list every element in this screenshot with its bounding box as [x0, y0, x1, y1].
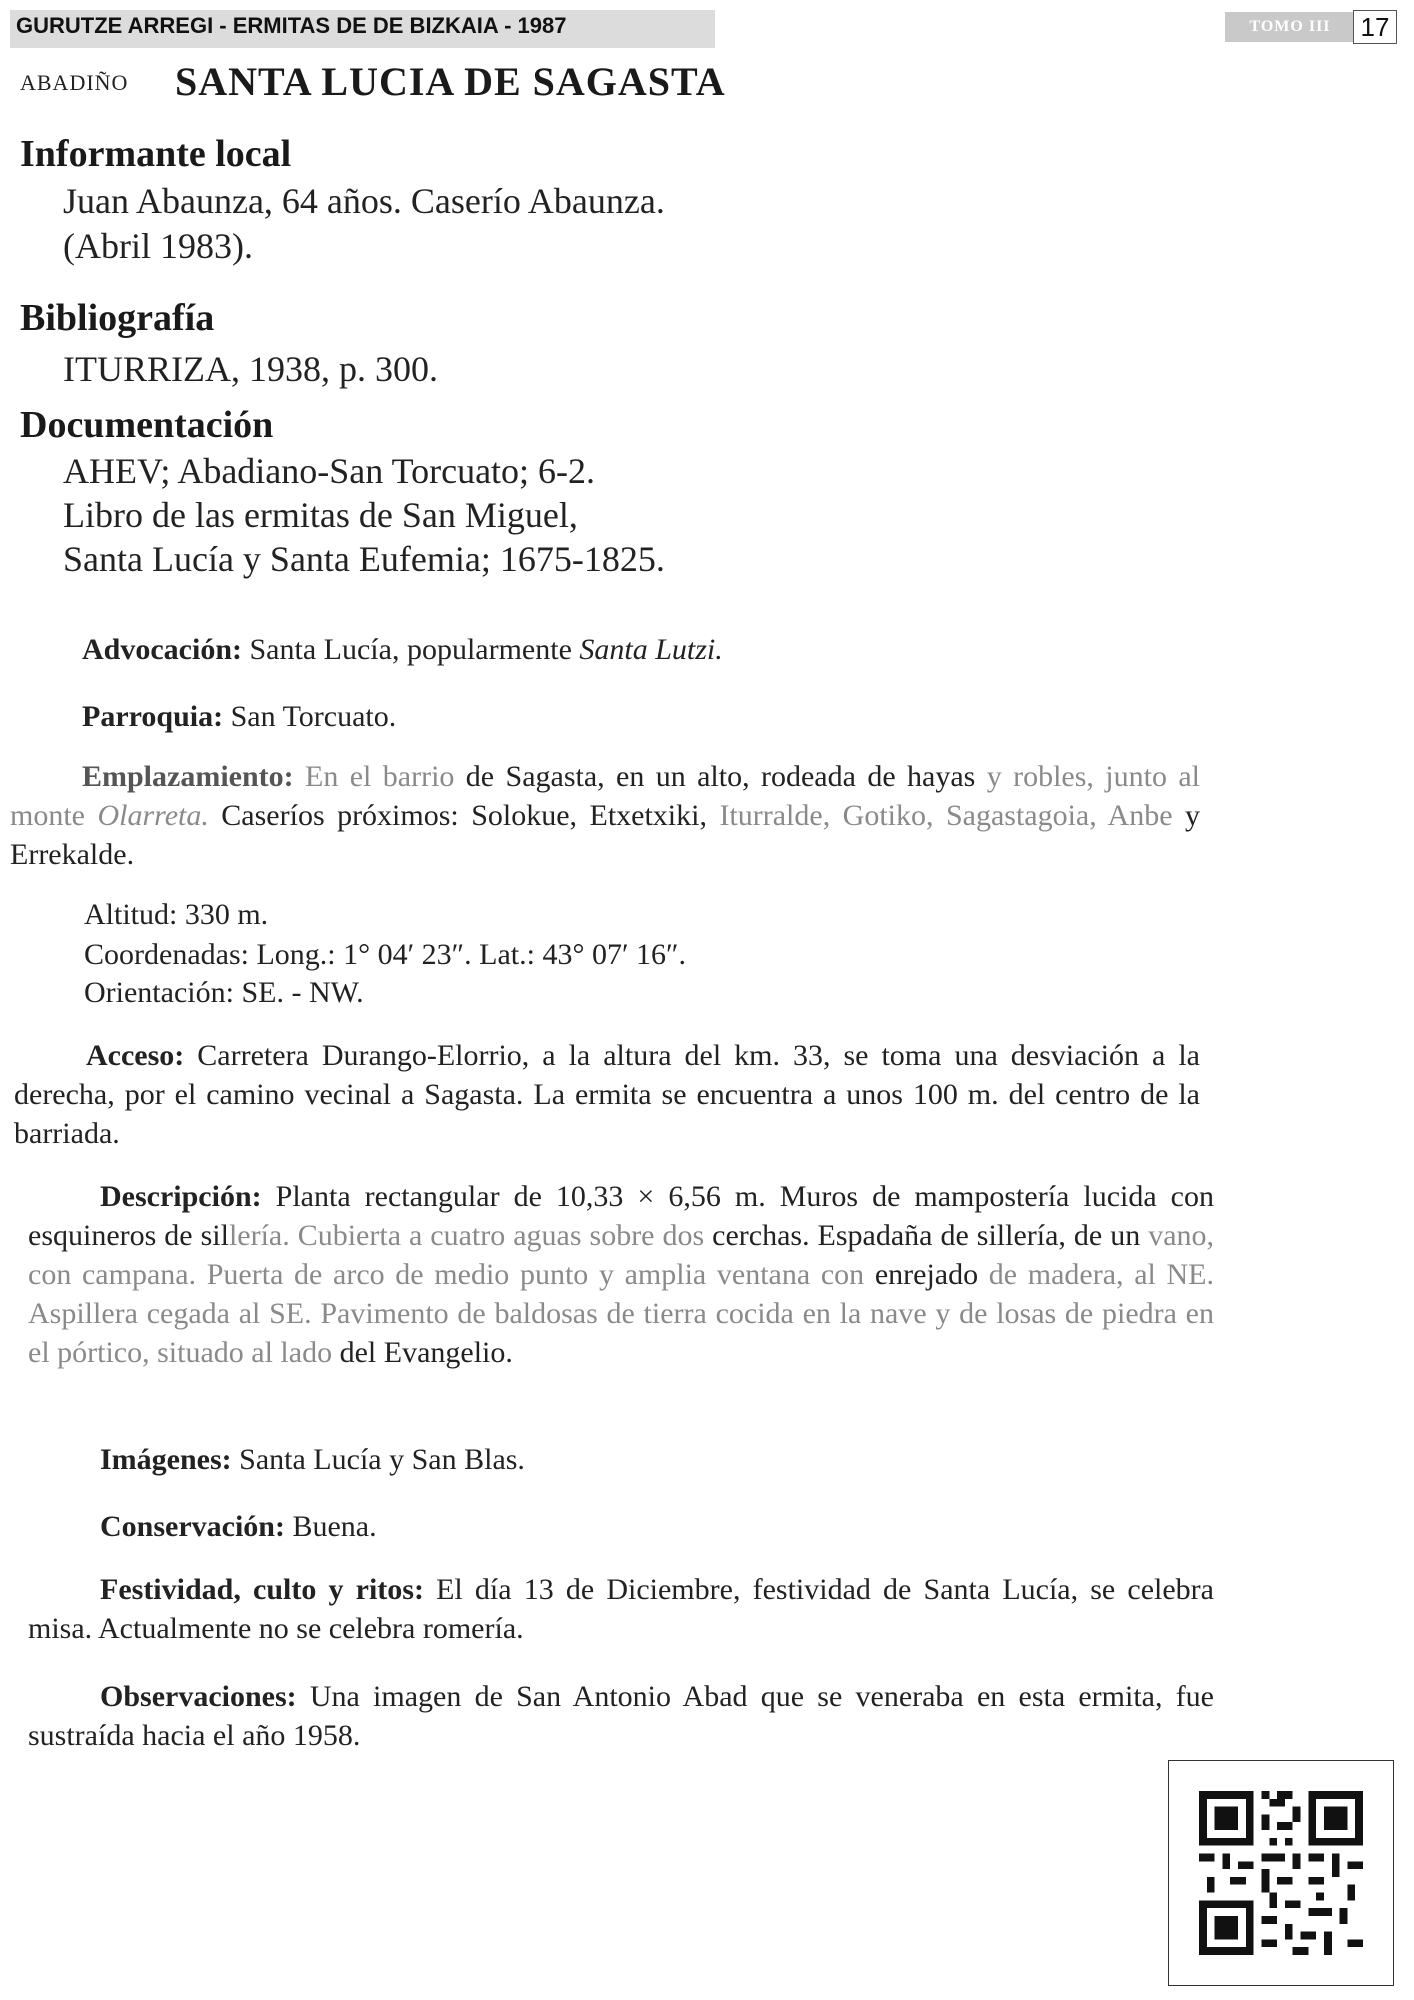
emplazamiento-faded: y robles, junto al monte — [10, 760, 1201, 832]
documentacion-line: Santa Lucía y Santa Eufemia; 1675-1825. — [63, 539, 665, 579]
emplazamiento-field — [10, 757, 1200, 874]
advocacion-italic: Santa Lutzi. — [579, 633, 723, 666]
documentacion-line: Libro de las ermitas de San Miguel, — [63, 495, 578, 535]
descripcion-faded: de madera, al NE. Aspillera cegada al SE. Pavimento de baldosas de tierra cocida en la nave y de losas de piedra en el pórtico, situado al lado — [28, 1258, 1215, 1369]
festividad-text: El día 13 de Diciembre, festividad de Santa Lucía, se celebra misa. Actualmente no se celebra romería. — [28, 1573, 1214, 1645]
observaciones-field — [28, 1677, 1214, 1755]
emplazamiento-text: Caseríos próximos: Solokue, Etxetxiki, — [208, 799, 720, 832]
emplazamiento-faded: Iturralde, Gotiko, Sagastagoia, Anbe — [719, 799, 1173, 832]
informante-line: (Abril 1983). — [63, 226, 253, 266]
descripcion-text: del Evangelio. — [332, 1336, 513, 1369]
emplazamiento-text: y Errekalde. — [10, 799, 1200, 871]
festividad-label: Festividad, culto y ritos: — [100, 1573, 424, 1606]
bibliografia-heading: Bibliografía — [20, 297, 215, 339]
parroquia-label: Parroquia: — [82, 700, 224, 733]
qr-code — [1168, 1760, 1394, 1986]
qr-code-icon — [1199, 1791, 1363, 1955]
documentacion-heading: Documentación — [20, 404, 274, 446]
advocacion-text: Santa Lucía, popularmente — [249, 633, 580, 666]
coordenadas-line: Coordenadas: Long.: 1° 04′ 23″. Lat.: 43° 07′ 16″. — [84, 938, 687, 971]
documentacion-line: AHEV; Abadiano-San Torcuato; 6-2. — [63, 451, 596, 491]
acceso-text: Carretera Durango-Elorrio, a la altura del km. 33, se toma una desviación a la derecha, por el camino vecinal a Sagasta. La ermita se encuentra a unos 100 m. del centro de la barriada. — [14, 1039, 1200, 1150]
altitud-line: Altitud: 330 m. — [84, 898, 269, 931]
emplazamiento-label: Emplazamiento: — [82, 760, 294, 793]
imagenes-label: Imágenes: — [100, 1443, 232, 1476]
hermitage-title: SANTA LUCIA DE SAGASTA — [175, 59, 726, 104]
imagenes-text: Santa Lucía y San Blas. — [239, 1443, 525, 1476]
advocacion-label: Advocación: — [82, 633, 242, 666]
parroquia-text: San Torcuato. — [230, 700, 397, 733]
acceso-field — [14, 1036, 1200, 1153]
tomo-label: TOMO III — [1225, 12, 1355, 42]
emplazamiento-text: de Sagasta, en un alto, rodeada de hayas — [454, 760, 987, 793]
descripcion-faded: vano, con campana. Puerta de arco de medio punto y amplia ventana con — [28, 1219, 1215, 1291]
observaciones-label: Observaciones: — [100, 1680, 297, 1713]
orientacion-line: Orientación: SE. - NW. — [84, 976, 364, 1009]
descripcion-label: Descripción: — [100, 1180, 262, 1213]
emplazamiento-italic: Olarreta. — [97, 799, 209, 832]
place-label: ABADIÑO — [20, 70, 129, 95]
descripcion-text: cerchas. Espadaña de sillería, de un — [704, 1219, 1149, 1252]
advocacion-field — [82, 630, 1202, 669]
acceso-label: Acceso: — [86, 1039, 185, 1072]
page-number: 17 — [1353, 10, 1397, 44]
header-title: GURUTZE ARREGI - ERMITAS DE DE BIZKAIA - 1987 — [16, 13, 567, 38]
emplazamiento-faded: En el barrio — [305, 760, 455, 793]
imagenes-field — [100, 1440, 1200, 1479]
conservacion-field — [100, 1507, 1200, 1546]
conservacion-label: Conservación: — [100, 1510, 285, 1543]
descripcion-faded: lería. Cubierta a cuatro aguas sobre dos — [228, 1219, 705, 1252]
bibliografia-line: ITURRIZA, 1938, p. 300. — [63, 349, 438, 389]
descripcion-text: Planta rectangular de 10,33 × 6,56 m. Muros de mampostería lucida con esquineros de sil — [28, 1180, 1214, 1252]
descripcion-text: enrejado — [864, 1258, 989, 1291]
descripcion-field — [28, 1177, 1214, 1372]
informante-line: Juan Abaunza, 64 años. Caserío Abaunza. — [63, 181, 665, 221]
informante-heading: Informante local — [20, 133, 292, 175]
parroquia-field — [82, 697, 1202, 736]
festividad-field — [28, 1570, 1214, 1648]
conservacion-text: Buena. — [292, 1510, 377, 1543]
observaciones-text: Una imagen de San Antonio Abad que se veneraba en esta ermita, fue sustraída hacia el año 1958. — [28, 1680, 1215, 1752]
